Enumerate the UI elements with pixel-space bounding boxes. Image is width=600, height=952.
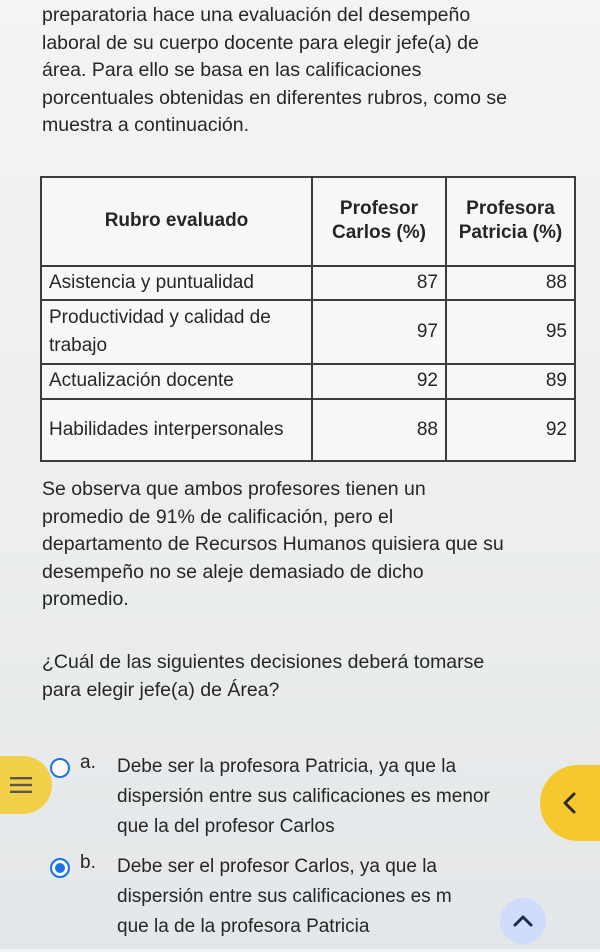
cell-rubro: Productividad y calidad de trabajo xyxy=(41,300,312,364)
option-letter: b. xyxy=(80,852,96,873)
intro-paragraph xyxy=(42,2,578,140)
observation-line: promedio de 91% de calificación, pero el xyxy=(42,505,394,528)
option-line: dispersión entre sus calificaciones es m xyxy=(117,886,452,907)
table-header-row xyxy=(41,177,575,266)
question-prompt xyxy=(42,649,578,704)
chevron-up-icon xyxy=(512,914,534,928)
observation-line: Se observa que ambos profesores tienen un xyxy=(42,478,426,500)
option-line: Debe ser el profesor Carlos, ya que la xyxy=(117,856,437,877)
question-line: para elegir jefe(a) de Área? xyxy=(42,678,280,701)
cell-rubro: Asistencia y puntualidad xyxy=(41,266,312,300)
intro-line: porcentuales obtenidas en diferentes rubros, como se xyxy=(42,86,508,109)
scores-table xyxy=(40,176,576,462)
intro-line: muestra a continuación. xyxy=(42,114,250,136)
table-row xyxy=(41,266,575,300)
table-row xyxy=(41,364,575,398)
observation-line: desempeño no se aleje demasiado de dicho xyxy=(42,560,424,583)
cell-carlos: 97 xyxy=(312,300,446,364)
chevron-left-icon xyxy=(562,791,578,815)
cell-patricia: 89 xyxy=(446,364,575,398)
option-a-radio[interactable] xyxy=(50,758,70,778)
option-a[interactable] xyxy=(50,752,600,852)
intro-line: laboral de su cuerpo docente para elegir jefe(a) de xyxy=(42,31,479,54)
cell-patricia: 95 xyxy=(446,300,575,364)
observation-line: departamento de Recursos Humanos quisiera que su xyxy=(42,533,504,555)
table-row xyxy=(41,399,575,461)
option-line: que la de la profesora Patricia xyxy=(117,916,370,937)
cell-patricia: 88 xyxy=(446,266,575,300)
intro-line: preparatoria hace una evaluación del desempeño xyxy=(42,4,471,26)
observation-line: promedio. xyxy=(42,588,129,610)
cell-carlos: 87 xyxy=(312,266,446,300)
cell-rubro: Habilidades interpersonales xyxy=(41,399,312,461)
option-line: que la del profesor Carlos xyxy=(117,816,335,837)
option-a-text xyxy=(117,752,490,842)
option-line: dispersión entre sus calificaciones es menor xyxy=(117,786,490,807)
cell-patricia: 92 xyxy=(446,399,575,461)
header-rubro: Rubro evaluado xyxy=(41,177,312,266)
hamburger-menu-icon xyxy=(10,776,32,794)
menu-button[interactable] xyxy=(0,756,52,814)
header-patricia: Profesora Patricia (%) xyxy=(446,177,575,266)
observation-paragraph xyxy=(42,476,578,614)
intro-line: área. Para ello se basa en las calificaciones xyxy=(42,59,422,81)
scroll-up-button[interactable] xyxy=(500,898,546,944)
cell-rubro: Actualización docente xyxy=(41,364,312,398)
question-line: ¿Cuál de las siguientes decisiones deberá tomarse xyxy=(42,651,485,673)
option-line: Debe ser la profesora Patricia, ya que la xyxy=(117,756,457,777)
option-b-radio[interactable] xyxy=(50,858,70,878)
option-letter: a. xyxy=(80,752,96,773)
cell-carlos: 92 xyxy=(312,364,446,398)
table-row xyxy=(41,300,575,364)
header-carlos: Profesor Carlos (%) xyxy=(312,177,446,266)
option-b-text xyxy=(117,852,452,942)
cell-carlos: 88 xyxy=(312,399,446,461)
